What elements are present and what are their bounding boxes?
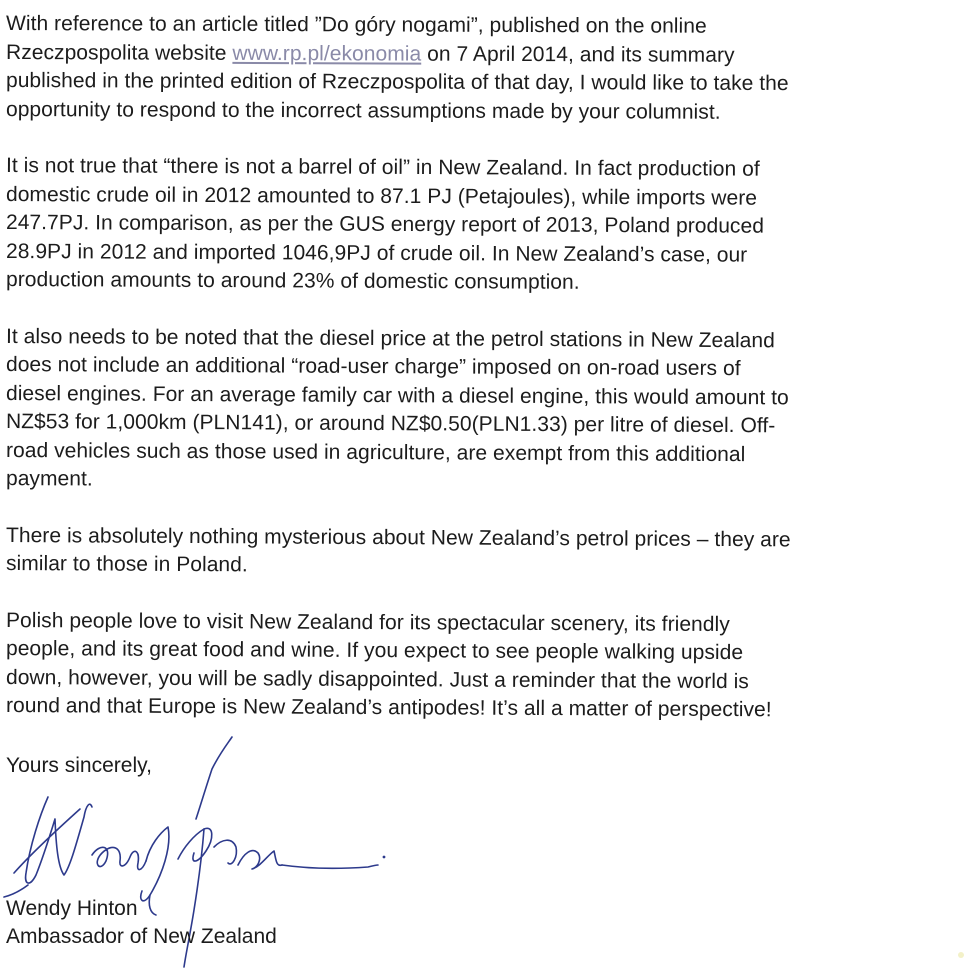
text-line: domestic crude oil in 2012 amounted to 87.1 PJ (Petajoules), while imports were (5, 182, 758, 210)
text-line: There is absolutely nothing mysterious about New Zealand’s petrol prices – they are (5, 523, 791, 551)
text-line: Polish people love to visit New Zealand for its spectacular scenery, its friendly (5, 608, 730, 636)
text-line: payment. (5, 467, 93, 491)
paragraph-perspective (6, 607, 966, 721)
text-line: With reference to an article titled ”Do góry nogami”, published on the online (5, 12, 707, 38)
text-line-with-link (6, 39, 966, 71)
paragraph-intro (6, 10, 966, 124)
text-line: similar to those in Poland. (5, 552, 248, 577)
text-line: published in the printed edition of Rzeczpospolita of that day, I would like to take the (5, 69, 789, 96)
paragraph-petrol-prices (6, 522, 966, 579)
text-line: opportunity to respond to the incorrect assumptions made by your columnist. (5, 97, 721, 124)
letter-body (6, 10, 966, 749)
text-line: round and that Europe is New Zealand’s antipodes! It’s all a matter of perspective! (5, 694, 772, 722)
scan-speck (958, 952, 964, 958)
text-line: It also needs to be noted that the diesel price at the petrol stations in New Zealand (5, 324, 775, 352)
text-line: road vehicles such as those used in agriculture, are exempt from this additional (5, 438, 746, 466)
website-link[interactable]: www.rp.pl/ekonomia (232, 41, 422, 66)
text-line: production amounts to around 23% of domestic consumption. (5, 268, 580, 294)
text-line: It is not true that “there is not a barrel of oil” in New Zealand. In fact production of (5, 154, 760, 181)
text-line: NZ$53 for 1,000km (PLN141), or around NZ$0.50(PLN1.33) per litre of diesel. Off- (5, 410, 776, 438)
paragraph-diesel-charge (6, 323, 966, 494)
text-line: diesel engines. For an average family car with a diesel engine, this would amount to (5, 381, 789, 409)
text-fragment: on 7 April 2014, and its summary (421, 42, 735, 67)
text-fragment: Rzeczpospolita website (5, 40, 233, 65)
paragraph-oil-production (6, 152, 966, 295)
text-line: down, however, you will be sadly disappointed. Just a reminder that the world is (5, 665, 749, 693)
text-line: 247.7PJ. In comparison, as per the GUS energy report of 2013, Poland produced (5, 211, 765, 238)
signatory-name: Wendy Hinton (6, 897, 138, 920)
text-line: does not include an additional “road-user charge” imposed on on-road users of (5, 353, 741, 381)
signatory-title: Ambassador of New Zealand (6, 925, 277, 948)
text-line: people, and its great food and wine. If you expect to see people walking upside (5, 637, 744, 665)
text-line: 28.9PJ in 2012 and imported 1046,9PJ of crude oil. In New Zealand’s case, our (5, 239, 748, 267)
closing-salutation: Yours sincerely, (6, 754, 152, 777)
